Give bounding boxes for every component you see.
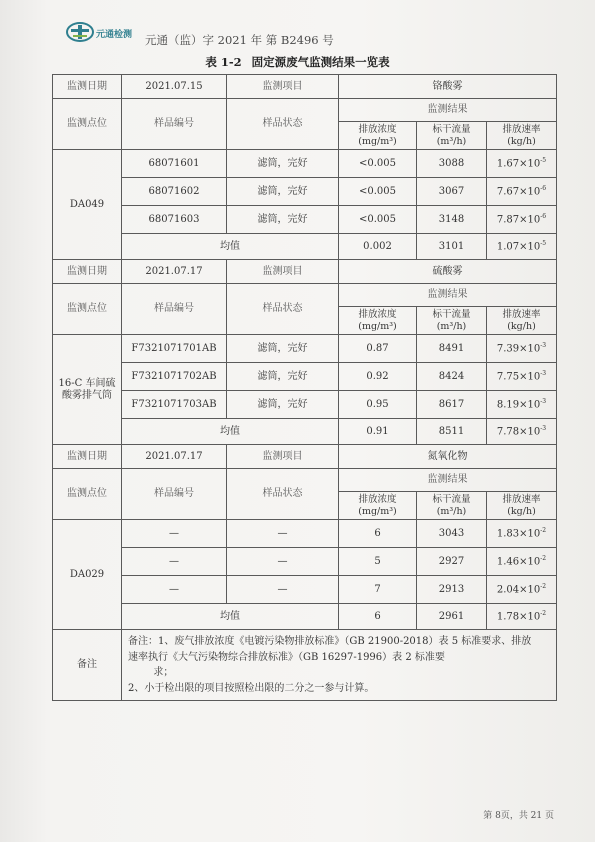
concentration-value: <0.005 — [339, 150, 417, 178]
table-row — [53, 576, 557, 604]
sample-number: — — [122, 576, 227, 604]
rate-header-label: 排放速率 — [502, 309, 541, 321]
average-row — [53, 234, 557, 260]
concentration-header-unit: (mg/m³) — [358, 505, 397, 517]
concentration-value: 7 — [339, 576, 417, 604]
remark-line: 速率执行《大气污染物综合排放标准》（GB 16297-1996）表 2 标准要 — [128, 651, 445, 663]
rate-header-unit: (kg/h) — [507, 505, 536, 517]
flow-header-label: 标干流量 — [432, 309, 471, 321]
average-flow: 8511 — [417, 419, 487, 445]
date-label: 监测日期 — [53, 260, 122, 284]
flow-header-unit: (m³/h) — [436, 320, 467, 332]
sample-state: 滤筒，完好 — [227, 206, 339, 234]
concentration-value: 0.92 — [339, 363, 417, 391]
remarks-row — [53, 630, 557, 701]
table-row — [53, 150, 557, 178]
rate-exponent: -6 — [540, 212, 547, 220]
flow-value: 3043 — [417, 520, 487, 548]
sample-number: 68071601 — [122, 150, 227, 178]
flow-header-label: 标干流量 — [432, 494, 471, 506]
sample-number: F7321071703AB — [122, 391, 227, 419]
rate-exponent: -3 — [540, 341, 547, 349]
concentration-header-unit: (mg/m³) — [358, 320, 397, 332]
flow-header — [417, 492, 487, 520]
table-number: 表 1-2 — [205, 55, 242, 69]
average-label: 均值 — [122, 604, 339, 630]
sample-state: 滤筒，完好 — [227, 150, 339, 178]
concentration-header — [339, 307, 417, 335]
flow-value: 3067 — [417, 178, 487, 206]
average-concentration: 6 — [339, 604, 417, 630]
item-value: 硫酸雾 — [339, 260, 557, 284]
rate-mantissa: 1.07×10 — [496, 241, 541, 253]
rate-value — [487, 178, 557, 206]
sample-number: F7321071702AB — [122, 363, 227, 391]
rate-mantissa: 1.46×10 — [496, 556, 541, 568]
rate-header — [487, 307, 557, 335]
item-label: 监测项目 — [227, 75, 339, 99]
table-row — [53, 178, 557, 206]
concentration-value: 6 — [339, 520, 417, 548]
average-flow: 2961 — [417, 604, 487, 630]
average-label: 均值 — [122, 419, 339, 445]
concentration-header-label: 排放浓度 — [358, 124, 397, 136]
average-concentration: 0.91 — [339, 419, 417, 445]
concentration-value: <0.005 — [339, 206, 417, 234]
sample-state: — — [227, 520, 339, 548]
average-label: 均值 — [122, 234, 339, 260]
date-value: 2021.07.17 — [122, 445, 227, 469]
item-label: 监测项目 — [227, 260, 339, 284]
results-table — [52, 74, 557, 701]
sample-number: 68071603 — [122, 206, 227, 234]
concentration-header-label: 排放浓度 — [358, 494, 397, 506]
table-title-text: 固定源废气监测结果一览表 — [251, 55, 390, 69]
rate-value — [487, 391, 557, 419]
remark-line: 备注：1、废气排放浓度《电镀污染物排放标准》（GB 21900-2018）表 5 标准要求、排放 — [128, 636, 532, 647]
concentration-header-label: 排放浓度 — [358, 309, 397, 321]
rate-exponent: -5 — [540, 239, 547, 247]
monitoring-point: DA029 — [53, 520, 122, 630]
flow-header — [417, 122, 487, 150]
rate-mantissa: 2.04×10 — [496, 584, 541, 596]
rate-mantissa: 1.67×10 — [496, 158, 541, 170]
sample-state: 滤筒，完好 — [227, 363, 339, 391]
date-row — [53, 260, 557, 284]
flow-value: 8491 — [417, 335, 487, 363]
average-flow: 3101 — [417, 234, 487, 260]
table-row — [53, 520, 557, 548]
sample-no-label: 样品编号 — [122, 99, 227, 150]
date-label: 监测日期 — [53, 445, 122, 469]
sample-state: — — [227, 548, 339, 576]
sample-state: 滤筒，完好 — [227, 391, 339, 419]
concentration-value: 5 — [339, 548, 417, 576]
point-label: 监测点位 — [53, 99, 122, 150]
rate-mantissa: 8.19×10 — [496, 399, 541, 411]
concentration-value: 0.87 — [339, 335, 417, 363]
flow-value: 2927 — [417, 548, 487, 576]
rate-value — [487, 576, 557, 604]
rate-value — [487, 363, 557, 391]
average-rate — [487, 234, 557, 260]
sample-state-label: 样品状态 — [227, 284, 339, 335]
header-row — [53, 99, 557, 122]
concentration-header — [339, 492, 417, 520]
concentration-header-unit: (mg/m³) — [358, 135, 397, 147]
average-row — [53, 419, 557, 445]
table-row — [53, 363, 557, 391]
rate-mantissa: 7.67×10 — [496, 186, 541, 198]
sample-state: — — [227, 576, 339, 604]
item-value: 铬酸雾 — [339, 75, 557, 99]
sample-number: — — [122, 520, 227, 548]
rate-exponent: -2 — [540, 609, 547, 617]
monitoring-point: 16-C 车间硫酸雾排气筒 — [53, 335, 122, 445]
table-row — [53, 391, 557, 419]
concentration-value: <0.005 — [339, 178, 417, 206]
flow-header-label: 标干流量 — [432, 124, 471, 136]
flow-header — [417, 307, 487, 335]
rate-exponent: -3 — [540, 369, 547, 377]
rate-header-label: 排放速率 — [502, 124, 541, 136]
page-footer: 第 8页，共 21 页 — [483, 811, 554, 821]
monitoring-point: DA049 — [53, 150, 122, 260]
sample-state-label: 样品状态 — [227, 99, 339, 150]
results-label: 监测结果 — [339, 469, 557, 492]
point-label: 监测点位 — [53, 469, 122, 520]
results-label: 监测结果 — [339, 284, 557, 307]
rate-mantissa: 7.87×10 — [496, 214, 541, 226]
item-value: 氮氧化物 — [339, 445, 557, 469]
rate-value — [487, 548, 557, 576]
date-value: 2021.07.17 — [122, 260, 227, 284]
sample-no-label: 样品编号 — [122, 284, 227, 335]
rate-mantissa: 7.78×10 — [496, 426, 541, 438]
rate-mantissa: 7.75×10 — [496, 371, 541, 383]
rate-exponent: -3 — [540, 424, 547, 432]
concentration-value: 0.95 — [339, 391, 417, 419]
table-row — [53, 335, 557, 363]
table-title — [0, 54, 595, 70]
sample-state-label: 样品状态 — [227, 469, 339, 520]
date-value: 2021.07.15 — [122, 75, 227, 99]
rate-exponent: -5 — [540, 156, 547, 164]
rate-header-label: 排放速率 — [502, 494, 541, 506]
rate-value — [487, 150, 557, 178]
rate-mantissa: 7.39×10 — [496, 343, 541, 355]
logo-mark-icon — [66, 20, 96, 44]
remarks-text — [122, 630, 557, 701]
remarks-label: 备注 — [53, 630, 122, 701]
flow-value: 3148 — [417, 206, 487, 234]
document-number: 元通（监）字 2021 年 第 B2496 号 — [145, 33, 334, 47]
rate-value — [487, 335, 557, 363]
company-logo — [66, 20, 132, 44]
flow-header-unit: (m³/h) — [436, 135, 467, 147]
date-row — [53, 75, 557, 99]
rate-exponent: -3 — [540, 397, 547, 405]
rate-value — [487, 206, 557, 234]
point-label: 监测点位 — [53, 284, 122, 335]
date-row — [53, 445, 557, 469]
flow-value: 8424 — [417, 363, 487, 391]
sample-state: 滤筒，完好 — [227, 335, 339, 363]
rate-exponent: -2 — [540, 526, 547, 534]
flow-value: 3088 — [417, 150, 487, 178]
rate-header — [487, 122, 557, 150]
flow-value: 8617 — [417, 391, 487, 419]
header-row — [53, 469, 557, 492]
rate-exponent: -2 — [540, 582, 547, 590]
flow-header-unit: (m³/h) — [436, 505, 467, 517]
flow-value: 2913 — [417, 576, 487, 604]
results-label: 监测结果 — [339, 99, 557, 122]
rate-header — [487, 492, 557, 520]
average-row — [53, 604, 557, 630]
rate-exponent: -6 — [540, 184, 547, 192]
rate-value — [487, 520, 557, 548]
remark-line: 求； — [128, 667, 174, 678]
date-label: 监测日期 — [53, 75, 122, 99]
rate-mantissa: 1.78×10 — [496, 611, 541, 623]
rate-header-unit: (kg/h) — [507, 135, 536, 147]
sample-number: F7321071701AB — [122, 335, 227, 363]
sample-number: — — [122, 548, 227, 576]
average-rate — [487, 604, 557, 630]
logo-text: 元通检测 — [96, 30, 133, 40]
average-rate — [487, 419, 557, 445]
item-label: 监测项目 — [227, 445, 339, 469]
table-row — [53, 206, 557, 234]
concentration-header — [339, 122, 417, 150]
header-row — [53, 284, 557, 307]
rate-header-unit: (kg/h) — [507, 320, 536, 332]
rate-exponent: -2 — [540, 554, 547, 562]
sample-number: 68071602 — [122, 178, 227, 206]
table-row — [53, 548, 557, 576]
sample-state: 滤筒，完好 — [227, 178, 339, 206]
remark-line: 2、小于检出限的项目按照检出限的二分之一参与计算。 — [128, 682, 375, 694]
rate-mantissa: 1.83×10 — [496, 528, 541, 540]
average-concentration: 0.002 — [339, 234, 417, 260]
sample-no-label: 样品编号 — [122, 469, 227, 520]
